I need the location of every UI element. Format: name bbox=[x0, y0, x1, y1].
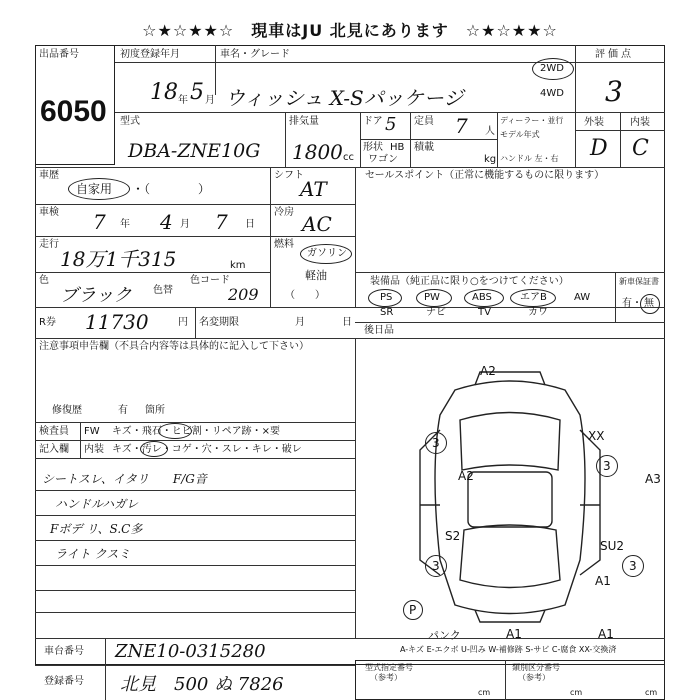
history-value: 自家用 bbox=[76, 182, 113, 196]
equipment-row2: SR ナビ TV カワ bbox=[380, 307, 548, 318]
equipment-label: 装備品（純正品に限り○をつけてください） bbox=[370, 276, 569, 287]
damage-mark: 3 bbox=[432, 436, 440, 450]
damage-mark: 3 bbox=[432, 559, 440, 573]
lot-label: 出品番号 bbox=[39, 49, 79, 60]
mileage-value: 18万1千315 bbox=[60, 247, 177, 271]
remark-line: ハンドルハガレ bbox=[55, 497, 139, 511]
damage-mark: P bbox=[409, 603, 417, 617]
color-code: 209 bbox=[228, 285, 259, 304]
warranty-no: 無 bbox=[644, 298, 654, 309]
notes-label: 注意事項申告欄（不具合内容等は具体的に記入して下さい） bbox=[39, 341, 309, 352]
reg-year: 18 bbox=[150, 80, 178, 105]
model-value: DBA-ZNE10G bbox=[128, 140, 261, 162]
remark-line: シートスレ、イタリ F/G音 bbox=[42, 472, 207, 486]
page-title: ☆★☆★★☆ 現車はJU 北見にあります ☆★☆★★☆ bbox=[142, 21, 558, 40]
capacity-value: 7 bbox=[455, 114, 468, 138]
ac-value: AC bbox=[302, 212, 332, 236]
lot-number: 6050 bbox=[40, 95, 107, 128]
color-value: ブラック bbox=[60, 285, 132, 306]
chassis-value: ZNE10-0315280 bbox=[115, 641, 266, 662]
car-damage-diagram bbox=[360, 360, 660, 630]
rating-value: 3 bbox=[605, 75, 623, 108]
damage-mark: XX bbox=[588, 429, 605, 443]
recycle-value: 11730 bbox=[85, 310, 149, 334]
plate-value: 北見 500 ぬ 7826 bbox=[120, 674, 284, 695]
damage-mark: A1 bbox=[598, 627, 614, 641]
damage-legend: A-キズ E-エクボ U-凹み W-補修跡 S-サビ C-腐食 XX-交換済 bbox=[400, 645, 617, 654]
damage-mark: A3 bbox=[645, 472, 661, 486]
exterior-grade: D bbox=[590, 136, 608, 161]
damage-mark: A1 bbox=[506, 627, 522, 641]
damage-mark: A1 bbox=[595, 574, 611, 588]
damage-mark: A2 bbox=[480, 364, 496, 378]
car-name-value: ウィッシュ X-Sパッケージ bbox=[225, 86, 464, 110]
doors-value: 5 bbox=[385, 114, 397, 135]
car-name-label: 車名・グレード bbox=[220, 49, 290, 60]
drive-2wd: 2WD bbox=[540, 63, 564, 74]
reg-month: 5 bbox=[190, 80, 204, 105]
first-reg-label: 初度登録年月 bbox=[120, 49, 180, 60]
remark-line: ライト クスミ bbox=[55, 547, 131, 561]
damage-mark: 3 bbox=[629, 559, 637, 573]
shift-value: AT bbox=[300, 177, 327, 201]
displacement-value: 1800 bbox=[292, 140, 343, 164]
damage-mark: 3 bbox=[603, 459, 611, 473]
damage-mark: SU2 bbox=[600, 539, 625, 553]
sales-point-label: セールスポイント（正常に機能するものに限ります） bbox=[365, 170, 605, 181]
damage-mark: パンク bbox=[428, 629, 461, 642]
damage-mark: A2 bbox=[458, 469, 474, 483]
equipment-row1: PS PW ABS エアB AW bbox=[380, 292, 591, 303]
body-value: HB bbox=[390, 142, 405, 153]
rating-label: 評価点 bbox=[595, 49, 634, 60]
drive-4wd: 4WD bbox=[540, 88, 564, 99]
remark-line: Fボデ リ、S.C多 bbox=[50, 522, 143, 536]
fuel-gasoline: ガソリン bbox=[307, 248, 347, 259]
damage-mark: S2 bbox=[445, 529, 461, 543]
interior-grade: C bbox=[632, 136, 649, 161]
